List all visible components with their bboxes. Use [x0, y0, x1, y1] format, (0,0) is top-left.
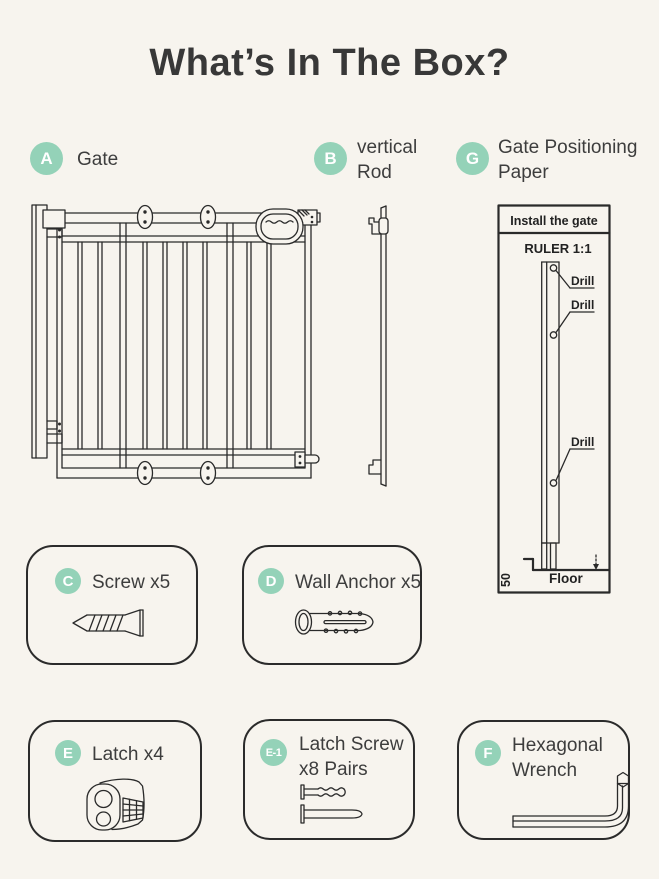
latch-drawing — [86, 774, 150, 832]
rod-bottom-bracket — [369, 460, 381, 474]
drill-label-2: Drill — [571, 298, 595, 312]
badge-a: A — [30, 142, 63, 175]
drill-label-1: Drill — [571, 274, 595, 288]
gate-frame — [43, 210, 316, 478]
label-gate: Gate — [77, 149, 119, 170]
label-positioning-paper: Gate Positioning Paper — [498, 137, 638, 183]
label-hex-wrench: Hexagonal Wrench — [512, 735, 603, 781]
label-latch: Latch x4 — [92, 744, 164, 765]
wall-anchor-drawing — [294, 609, 378, 636]
badge-g: G — [456, 142, 489, 175]
gate-bars — [78, 223, 271, 468]
drill-label-3: Drill — [571, 435, 595, 449]
paper-ruler-text: RULER 1:1 — [524, 241, 592, 256]
latch-screw-drawing — [300, 783, 370, 825]
box-latch-screw — [243, 719, 415, 840]
vertical-rod-drawing — [358, 198, 402, 492]
gate-mount-knobs — [138, 206, 216, 485]
box-hex-wrench — [457, 720, 630, 840]
badge-c: C — [55, 568, 81, 594]
badge-f: F — [475, 740, 501, 766]
badge-d: D — [258, 568, 284, 594]
paper-ruler-strip — [542, 262, 559, 569]
page-title: What’s In The Box? — [149, 42, 510, 84]
hex-wrench-drawing — [505, 770, 635, 834]
paper-header-text: Install the gate — [510, 214, 598, 228]
badge-e: E — [55, 740, 81, 766]
screw-drawing — [72, 609, 156, 637]
box-screw — [26, 545, 198, 665]
badge-b: B — [314, 142, 347, 175]
gate-latch-bracket — [295, 452, 319, 467]
badge-e1: E-1 — [260, 739, 287, 766]
label-screw: Screw x5 — [92, 572, 171, 593]
label-wall-anchor: Wall Anchor x5 — [295, 572, 422, 593]
positioning-paper-drawing — [497, 204, 611, 594]
label-vertical-rod: vertical Rod — [357, 137, 418, 183]
gate-drawing — [14, 200, 320, 488]
label-latch-screw: Latch Screw x8 Pairs — [299, 734, 404, 780]
paper-offset-50: 50 — [499, 573, 513, 587]
paper-drill-callouts — [550, 265, 594, 486]
paper-floor-area — [499, 555, 610, 587]
box-latch — [28, 720, 202, 842]
box-wall-anchor — [242, 545, 422, 665]
paper-floor-text: Floor — [549, 571, 583, 586]
